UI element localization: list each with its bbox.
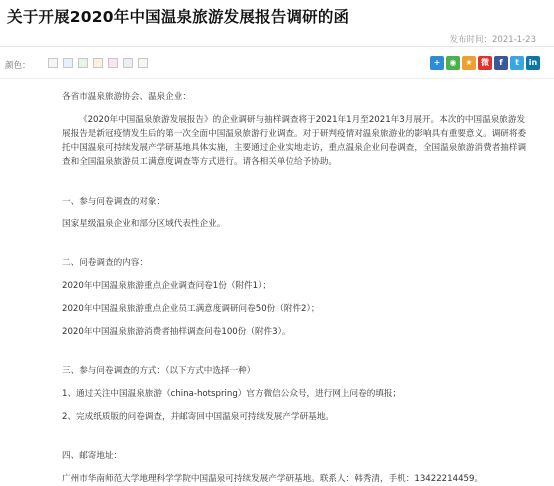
color-swatch[interactable] bbox=[138, 58, 148, 68]
article-toolbar bbox=[0, 56, 554, 74]
twitter-icon[interactable]: t bbox=[510, 56, 524, 70]
page-title: 关于开展2020年中国温泉旅游发展报告调研的函 bbox=[7, 8, 350, 26]
section-2-item: 2020年中国温泉旅游重点企业调查问卷1份（附件1）； bbox=[62, 281, 271, 291]
linkedin-icon[interactable]: in bbox=[526, 56, 540, 70]
title-divider bbox=[0, 46, 554, 47]
color-label: 颜色： bbox=[5, 61, 31, 71]
color-swatch[interactable] bbox=[63, 58, 73, 68]
color-swatch[interactable] bbox=[93, 58, 103, 68]
share-bar bbox=[430, 56, 540, 70]
section-3-item: 1、通过关注中国温泉旅游（china-hotspring）官方微信公众号，进行网上问卷的填报； bbox=[62, 389, 402, 399]
toolbar-divider bbox=[0, 78, 554, 79]
color-swatch[interactable] bbox=[123, 58, 133, 68]
section-2-heading: 二、问卷调查的内容： bbox=[62, 258, 148, 268]
section-4-heading: 四、邮寄地址： bbox=[62, 451, 123, 461]
color-swatch[interactable] bbox=[48, 58, 58, 68]
publish-date: 发布时间：2021-1-23 bbox=[449, 35, 536, 45]
section-3-item: 2、完成纸质版的问卷调查，并邮寄回中国温泉可持续发展产学研基地。 bbox=[62, 412, 334, 422]
article-body bbox=[62, 90, 532, 486]
intro-paragraph: 《2020年中国温泉旅游发展报告》的企业调研与抽样调查将于2021年1月至2021年3月展开。本次的中国温泉旅游发展报告是新冠疫情发生后的第一次全面中国温泉旅游行业调查。对于研判疫情对温泉旅游业的影响具有重要意义。调研将委托中国温泉可持续发展产学研基地具体实施，主要通过企业实地走访，重点温泉企业问卷调查，全国温泉旅游消费者抽样调查和全国温泉旅游员工满意度调查等方式进行。请各相关单位给予协助。 bbox=[62, 115, 527, 167]
section-2-item: 2020年中国温泉旅游重点企业员工满意度调研问卷50份（附件2）； bbox=[62, 304, 320, 314]
section-4-text: 广州市华南师范大学地理科学学院中国温泉可持续发展产学研基地。联系人：韩秀清，手机：13422214459。 bbox=[62, 474, 484, 484]
section-2-item: 2020年中国温泉旅游消费者抽样调查问卷100份（附件3）。 bbox=[62, 327, 291, 337]
wechat-icon[interactable]: ◉ bbox=[446, 56, 460, 70]
color-swatch[interactable] bbox=[108, 58, 118, 68]
qzone-icon[interactable]: ★ bbox=[462, 56, 476, 70]
section-3-heading: 三、参与问卷调查的方式：（以下方式中选择一种） bbox=[62, 366, 256, 376]
section-1-text: 国家星级温泉企业和部分区域代表性企业。 bbox=[62, 219, 226, 229]
facebook-icon[interactable]: f bbox=[494, 56, 508, 70]
plus-share-icon[interactable]: + bbox=[430, 56, 444, 70]
weibo-icon[interactable]: 微 bbox=[478, 56, 492, 70]
salutation: 各省市温泉旅游协会、温泉企业： bbox=[62, 92, 191, 102]
color-swatch[interactable] bbox=[78, 58, 88, 68]
color-swatches bbox=[48, 58, 148, 68]
section-1-heading: 一、参与问卷调查的对象： bbox=[62, 197, 166, 207]
